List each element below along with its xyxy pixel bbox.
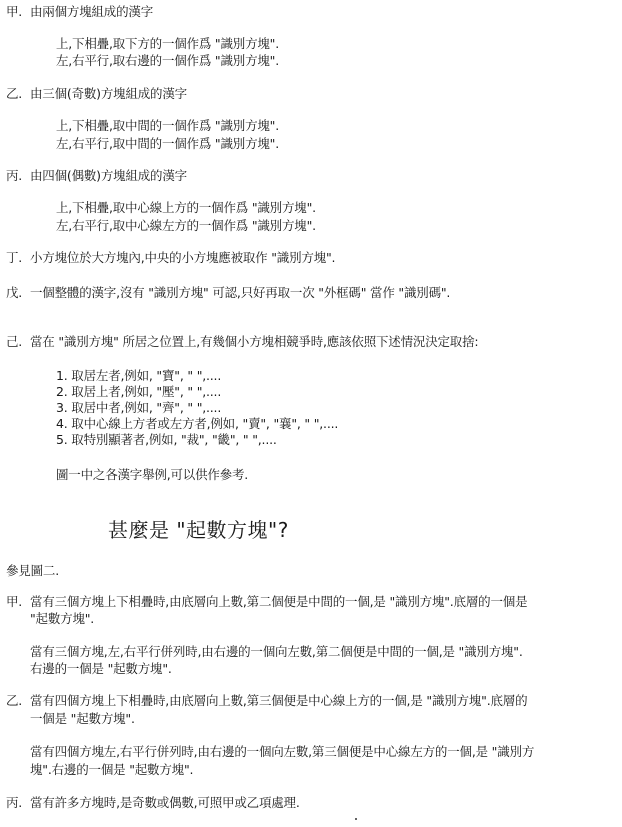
s2-item-yi-p1-line-2: 一個是 "起數方塊".: [30, 711, 135, 726]
item-wu-text: 一個整體的漢字,沒有 "識別方塊" 可認,只好再取一次 "外框碼" 當作 "識別碼".: [30, 285, 451, 300]
s2-item-yi-p2-line-1: 當有四個方塊左,右平行併列時,由右邊的一個向左數,第三個便是中心線左方的一個,是 "識別方: [30, 744, 535, 759]
item-ding-label: 丁.: [6, 250, 23, 265]
item-jia-line-2: 左,右平行,取右邊的一個作爲 "識別方塊".: [56, 53, 279, 68]
scan-speck: [355, 818, 357, 820]
item-jia-label: 甲.: [6, 4, 23, 19]
item-yi-label: 乙.: [6, 86, 23, 101]
item-ji-text: 當在 "識別方塊" 所居之位置上,有幾個小方塊相競爭時,應該依照下述情況決定取捨:: [30, 334, 479, 349]
item-bing-line-1: 上,下相疊,取中心線上方的一個作爲 "識別方塊".: [56, 200, 316, 215]
s2-item-yi-p1-line-1: 當有四個方塊上下相疊時,由底層向上數,第三個便是中心線上方的一個,是 "識別方塊".底層的: [30, 693, 528, 708]
item-yi-line-2: 左,右平行,取中間的一個作爲 "識別方塊".: [56, 136, 279, 151]
s2-item-jia-label: 甲.: [6, 594, 23, 609]
section-heading: 甚麼是 "起數方塊"?: [108, 518, 289, 542]
item-ding-text: 小方塊位於大方塊內,中央的小方塊應被取作 "識別方塊".: [30, 250, 336, 265]
rule-2: 2. 取居上者,例如, "壓", " ",....: [56, 384, 222, 399]
item-bing-label: 丙.: [6, 168, 23, 183]
item-yi-line-1: 上,下相疊,取中間的一個作爲 "識別方塊".: [56, 118, 279, 133]
s2-item-jia-p2-line-2: 右邊的一個是 "起數方塊".: [30, 661, 172, 676]
item-yi-title: 由三個(奇數)方塊組成的漢字: [30, 86, 187, 101]
item-ji-label: 己.: [6, 334, 23, 349]
rule-4: 4. 取中心線上方者或左方者,例如, "賣", "襄", " ",....: [56, 416, 339, 431]
s2-item-bing-label: 丙.: [6, 795, 23, 810]
rule-1: 1. 取居左者,例如, "寶", " ",....: [56, 368, 222, 383]
item-bing-title: 由四個(偶數)方塊組成的漢字: [30, 168, 187, 183]
see-also: 參見圖二.: [6, 563, 59, 578]
s2-item-jia-p1-line-2: "起數方塊".: [30, 611, 95, 626]
item-bing-line-2: 左,右平行,取中心線左方的一個作爲 "識別方塊".: [56, 218, 316, 233]
s2-item-bing-text: 當有許多方塊時,是奇數或偶數,可照甲或乙項處理.: [30, 795, 300, 810]
s2-item-jia-p1-line-1: 當有三個方塊上下相疊時,由底層向上數,第二個便是中間的一個,是 "識別方塊".底層的一個是: [30, 594, 528, 609]
item-jia-line-1: 上,下相疊,取下方的一個作爲 "識別方塊".: [56, 36, 279, 51]
rule-3: 3. 取居中者,例如, "齊", " ",....: [56, 400, 222, 415]
s2-item-yi-p2-line-2: 塊".右邊的一個是 "起數方塊".: [30, 762, 194, 777]
s2-item-yi-label: 乙.: [6, 693, 23, 708]
s2-item-jia-p2-line-1: 當有三個方塊,左,右平行併列時,由右邊的一個向左數,第二個便是中間的一個,是 "識別方塊".: [30, 644, 523, 659]
item-jia-title: 由兩個方塊組成的漢字: [30, 4, 154, 19]
item-wu-label: 戊.: [6, 285, 23, 300]
rule-5: 5. 取特別顯著者,例如, "裁", "畿", " ",....: [56, 432, 277, 447]
item-ji-note: 圖一中之各漢字舉例,可以供作參考.: [56, 467, 249, 482]
